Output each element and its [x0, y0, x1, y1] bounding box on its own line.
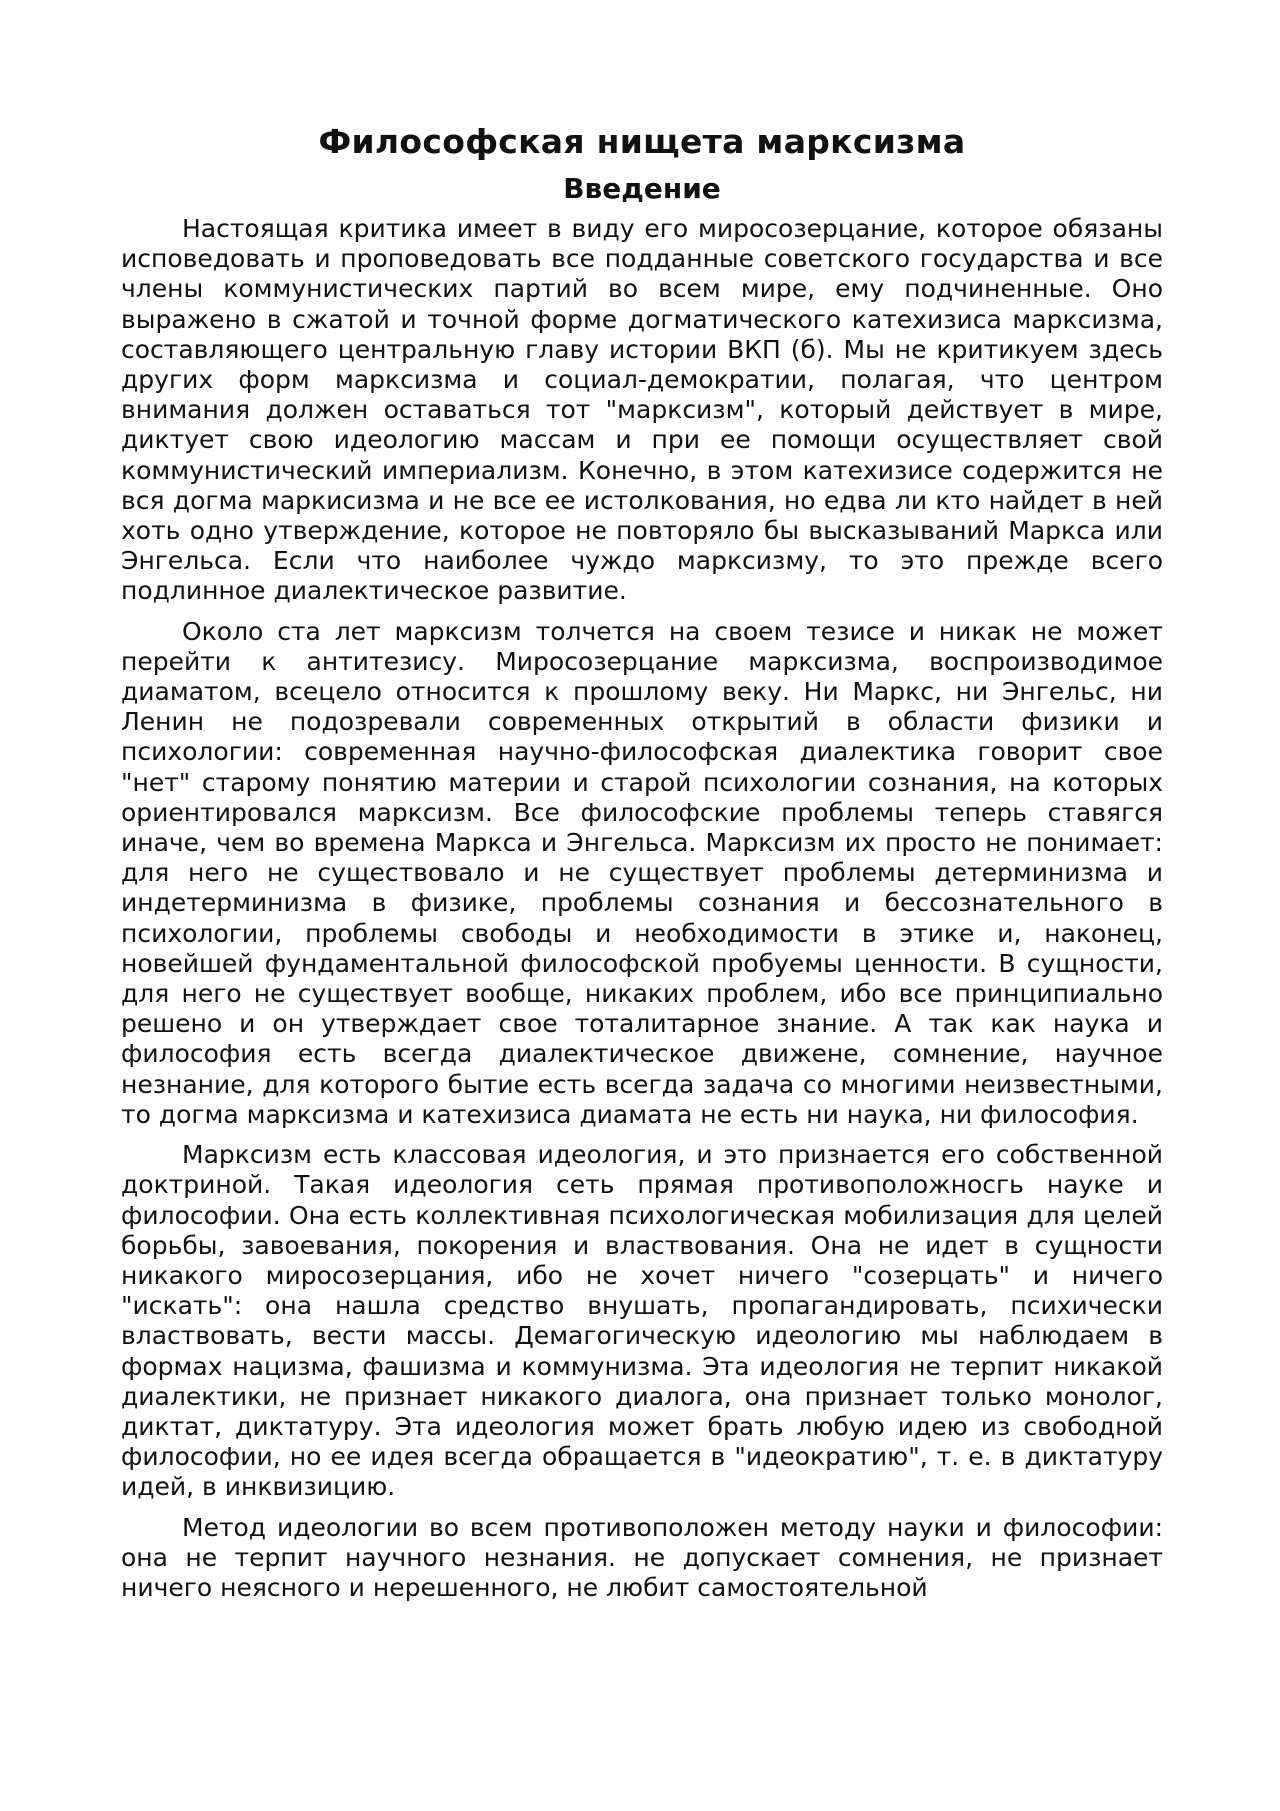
section-heading: Введение: [563, 172, 721, 205]
document-body: [121, 118, 1163, 1613]
paragraph-1: Настоящая критика имеет в виду его миросозерцание, которое обязаны исповедовать и проповедовать все подданные советского государства и все члены коммунистических партий во всем мире, ему подчиненные. Оно выражено в сжатой и точной форме догматического катехизиса марксизма, составляющего центральную главу истории ВКП (б). Мы не критикуем здесь других форм марксизма и социал-демократии, полагая, что центром внимания должен оставаться тот "марксизм", который действует в мире, диктует свою идеологию массам и при ее помощи осуществляет свой коммунистический империализм. Конечно, в этом катехизисе содержится не вся догма маркисизма и не все ее истолкования, но едва ли кто найдет в ней хоть одно утверждение, которое не повторяло бы высказываний Маркса или Энгельса. Если что наиболее чуждо марксизму, то это прежде всего подлинное диалектическое развитие.: [121, 214, 1163, 606]
paragraph-4: Метод идеологии во всем противоположен методу науки и философии: она не терпит научного незнания. не допускает сомнения, не признает ничего неясного и нерешенного, не любит самостоятельной: [121, 1512, 1163, 1602]
paragraph-2: Около ста лет марксизм толчется на своем тезисе и никак не может перейти к антитезису. Миросозерцание марксизма, воспроизводимое диаматом, всецело относится к прошлому веку. Ни Маркс, ни Энгельс, ни Ленин не подозревали современных открытий в области физики и психологии: современная научно-философская диалектика говорит свое "нет" старому понятию материи и старой психологии сознания, на которых ориентировался марксизм. Все философские проблемы теперь ставягся иначе, чем во времена Маркса и Энгельса. Марксизм их просто не понимает: для него не существовало и не существует проблемы детерминизма и индетерминизма в физике, проблемы сознания и бессознательного в психологии, проблемы свободы и необходимости в этике и, наконец, новейшей фундаментальной философской пробуемы ценности. В сущности, для него не существует вообще, никаких проблем, ибо все принципиально решено и он утверждает свое тоталитарное знание. А так как наука и философия есть всегда диалектическое движене, сомнение, научное незнание, для которого бытие есть всегда задача со многими неизвестными, то догма марксизма и катехизиса диамата не есть ни наука, ни философия.: [121, 616, 1163, 1129]
document-title: Философская нищета марксизма: [318, 122, 966, 161]
paragraph-3: Марксизм есть классовая идеология, и это признается его собственной доктриной. Такая идеология сеть прямая противоположносгь науке и философии. Она есть коллективная психологическая мобилизация для целей борьбы, завоевания, покорения и властвования. Она не идет в сущности никакого миросозерцания, ибо не хочет ничего "созерцать" и ничего "искать": она нашла средство внушать, пропагандировать, психически властвовать, вести массы. Демагогическую идеологию мы наблюдаем в формах нацизма, фашизма и коммунизма. Эта идеология не терпит никакой диалектики, не признает никакого диалога, она признает только монолог, диктат, диктатуру. Эта идеология может брать любую идею из свободной философии, но ее идея всегда обращается в "идеократию", т. е. в диктатуру идей, в инквизицию.: [121, 1140, 1163, 1502]
